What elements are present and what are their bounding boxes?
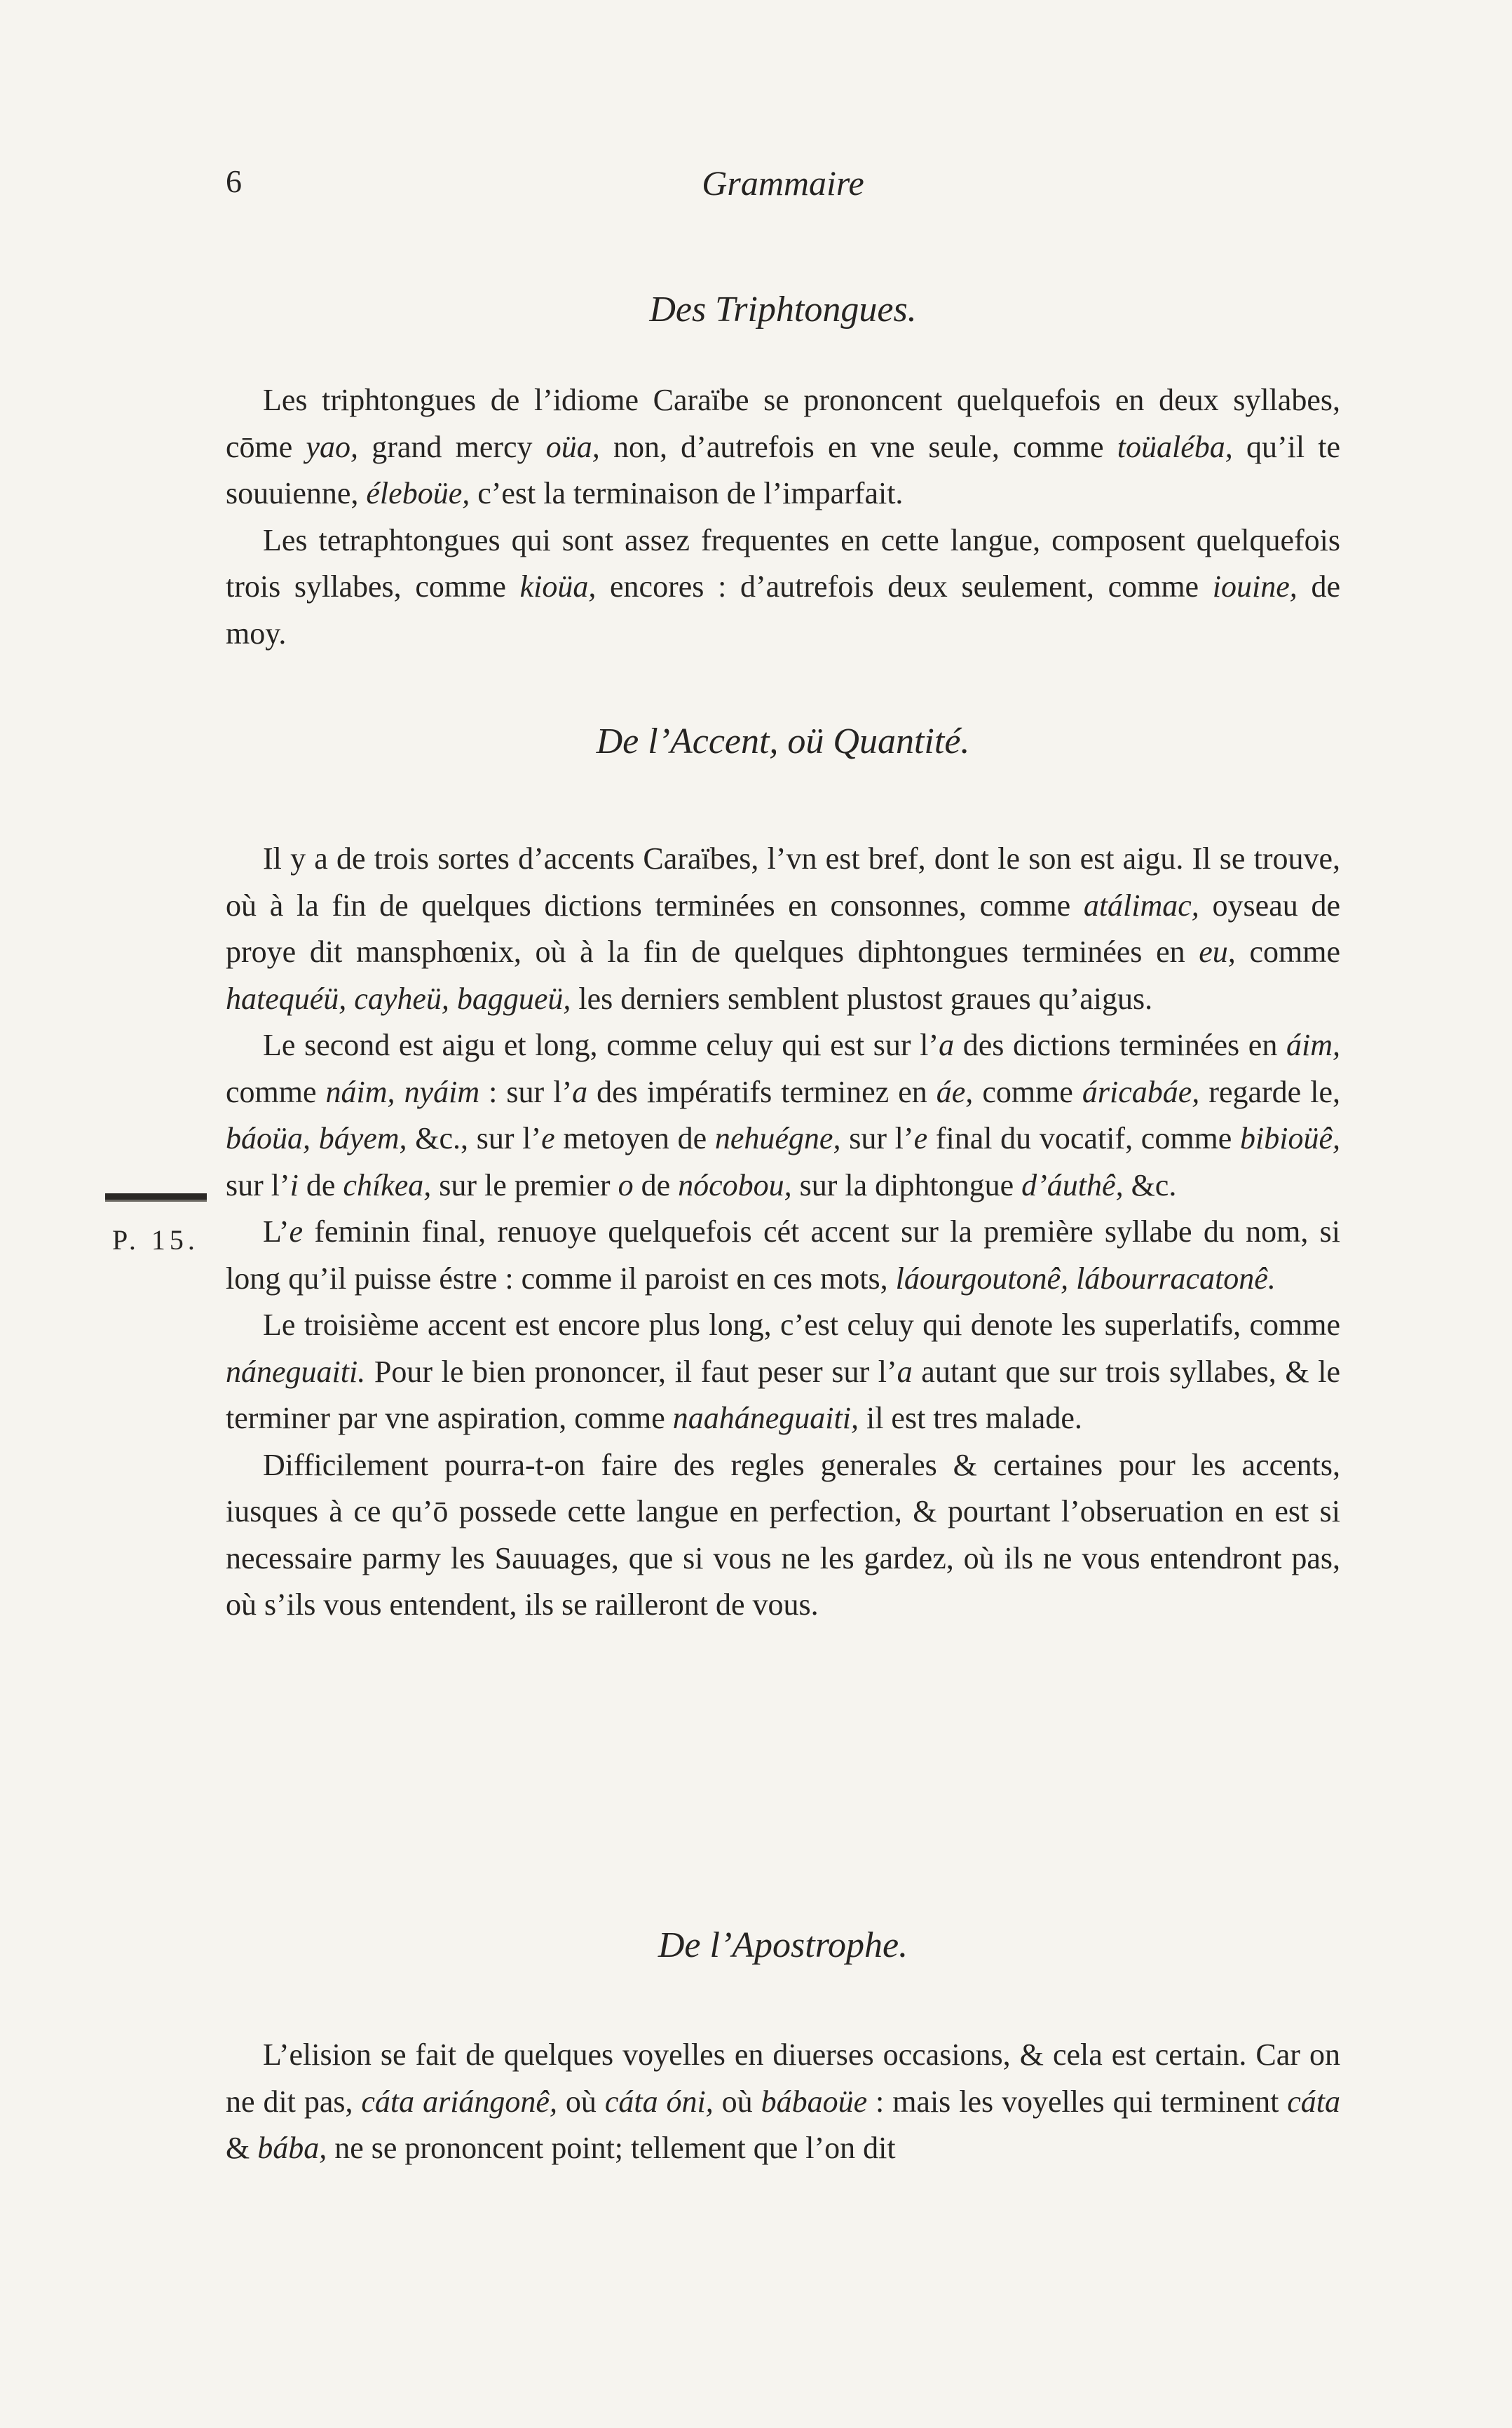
italic-term: naaháneguaiti,	[672, 1401, 859, 1435]
page-number: 6	[226, 163, 242, 199]
text-run: : sur l’	[479, 1074, 573, 1109]
running-title: Grammaire	[702, 163, 864, 203]
italic-term: éleboüe,	[366, 476, 470, 510]
italic-term: toüaléba,	[1117, 429, 1233, 464]
text-run: Pour le bien prononcer, il faut peser sur l’	[365, 1354, 897, 1389]
text-run: regarde le,	[1199, 1074, 1340, 1109]
text-run: Le troisième accent est encore plus long, c’est celuy qui denote les superlatifs, comme	[263, 1308, 1340, 1342]
italic-term: áim,	[1286, 1028, 1340, 1062]
text-run: comme	[226, 1074, 326, 1109]
text-run: sur l’	[840, 1121, 914, 1155]
italic-term: chíkea,	[343, 1167, 432, 1202]
section-body-accent	[226, 836, 1340, 1629]
text-run: &	[226, 2131, 258, 2165]
italic-term: eu,	[1199, 935, 1236, 969]
italic-term: e	[913, 1121, 928, 1155]
italic-term: cáta óni,	[604, 2084, 714, 2119]
italic-term: cáta ariángonê,	[361, 2084, 557, 2119]
paragraph	[226, 836, 1340, 1022]
text-run: autant que sur trois syllabes, & le terminer par vne aspiration, comme	[226, 1354, 1340, 1435]
italic-term: a	[897, 1354, 913, 1389]
text-run: comme	[1235, 935, 1340, 969]
italic-term: oüa,	[545, 429, 600, 464]
text-run: Difficilement pourra-t-on faire des regles generales & certaines pour les accents, iusques à ce qu’ō possede cette langue en perfection, & pourtant l’obseruation en est si necessaire parmy les Sauuages, que si vous ne les gardez, où ils ne vous entendront pas, où s’ils vous entendent, ils se railleront de vous.	[226, 1447, 1340, 1622]
text-run: encores : d’autrefois deux seulement, comme	[596, 569, 1213, 604]
section-body-triphtongues	[226, 377, 1340, 657]
paragraph	[226, 1302, 1340, 1442]
text-run: sur le premier	[431, 1167, 618, 1202]
italic-term: e	[289, 1214, 304, 1249]
italic-term: kioüa,	[519, 569, 597, 604]
text-run: c’est la terminaison de l’imparfait.	[470, 476, 904, 510]
section-heading-apostrophe: De l’Apostrophe.	[658, 1925, 908, 1965]
page-header	[226, 163, 1340, 219]
text-run: ne se prononcent point; tellement que l’on dit	[327, 2131, 896, 2165]
italic-term: áe,	[936, 1074, 974, 1109]
text-run: de moy.	[226, 569, 1340, 651]
text-run: Les tetraphtongues qui sont assez frequentes en cette langue, composent quelquefois trois syllabes, comme	[226, 522, 1340, 604]
text-run: metoyen de	[554, 1121, 715, 1155]
text-run: Il y a de trois sortes d’accents Caraïbes, l’vn est bref, dont le son est aigu. Il se trouve, où à la fin de quelques dictions terminées en consonnes, comme	[226, 841, 1340, 923]
text-run: des impératifs terminez en	[587, 1074, 937, 1109]
text-run: où	[557, 2084, 605, 2119]
italic-term: hatequéü, cayheü, baggueü,	[226, 981, 571, 1016]
text-run: qu’il te souuienne,	[226, 429, 1340, 510]
italic-term: d’áuthê,	[1021, 1167, 1124, 1202]
italic-term: a	[572, 1074, 588, 1109]
text-run: L’	[263, 1214, 290, 1249]
section-heading-accent: De l’Accent, oü Quantité.	[596, 721, 970, 761]
text-run: oyseau de proye dit mansphœnix, où à la fin de quelques diphtongues terminées en	[226, 888, 1340, 969]
section-body-apostrophe	[226, 2032, 1340, 2172]
italic-term: yao,	[306, 429, 359, 464]
text-run: final du vocatif, comme	[927, 1121, 1241, 1155]
italic-term: iouine,	[1212, 569, 1298, 604]
italic-term: bibioüê,	[1240, 1121, 1340, 1155]
italic-term: bábaoüe	[761, 2084, 868, 2119]
italic-term: báoüa, báyem,	[226, 1121, 407, 1155]
text-run: feminin final, renuoye quelquefois cét accent sur la première syllabe du nom, si long qu’il puisse éstre : comme il paroist en ces mots,	[226, 1214, 1340, 1296]
text-run: grand mercy	[358, 429, 546, 464]
paragraph	[226, 2032, 1340, 2172]
text-run: il est tres malade.	[858, 1401, 1082, 1435]
italic-term: cáta	[1287, 2084, 1341, 2119]
italic-term: a	[939, 1028, 955, 1062]
italic-term: atálimac,	[1083, 888, 1199, 923]
italic-term: láourgoutonê, lábourracatonê.	[895, 1261, 1276, 1296]
paragraph	[226, 1022, 1340, 1209]
text-run: de	[633, 1167, 679, 1202]
text-run: : mais les voyelles qui terminent	[867, 2084, 1288, 2119]
text-run: sur la diphtongue	[791, 1167, 1022, 1202]
italic-term: náneguaiti.	[226, 1354, 366, 1389]
text-run: non, d’autrefois en vne seule, comme	[599, 429, 1117, 464]
section-heading-triphtongues: Des Triphtongues.	[649, 290, 917, 330]
italic-term: bába,	[257, 2131, 327, 2165]
margin-rule	[105, 1193, 207, 1202]
paragraph	[226, 1442, 1340, 1629]
text-run: où	[713, 2084, 761, 2119]
text-run: L’elision se fait de quelques voyelles en diuerses occasions, & cela est certain. Car on ne dit pas,	[226, 2037, 1340, 2119]
italic-term: i	[290, 1167, 299, 1202]
text-run: &c.	[1123, 1167, 1177, 1202]
italic-term: o	[618, 1167, 634, 1202]
text-run: &c., sur l’	[407, 1121, 542, 1155]
text-run: Le second est aigu et long, comme celuy qui est sur l’	[263, 1028, 939, 1062]
italic-term: e	[541, 1121, 555, 1155]
margin-page-reference: P. 15.	[112, 1224, 199, 1256]
text-run: des dictions terminées en	[954, 1028, 1286, 1062]
text-run: comme	[973, 1074, 1082, 1109]
text-run: les derniers semblent plustost graues qu’aigus.	[571, 981, 1153, 1016]
paragraph	[226, 1209, 1340, 1302]
italic-term: nehuégne,	[714, 1121, 841, 1155]
paragraph	[226, 377, 1340, 517]
text-run: Les triphtongues de l’idiome Caraïbe se prononcent quelquefois en deux syllabes, cōme	[226, 383, 1340, 464]
italic-term: nócobou,	[678, 1167, 792, 1202]
italic-term: náim, nyáim	[325, 1074, 480, 1109]
text-run: sur l’	[226, 1167, 290, 1202]
italic-term: áricabáe,	[1082, 1074, 1200, 1109]
paragraph	[226, 517, 1340, 658]
text-run: de	[298, 1167, 343, 1202]
